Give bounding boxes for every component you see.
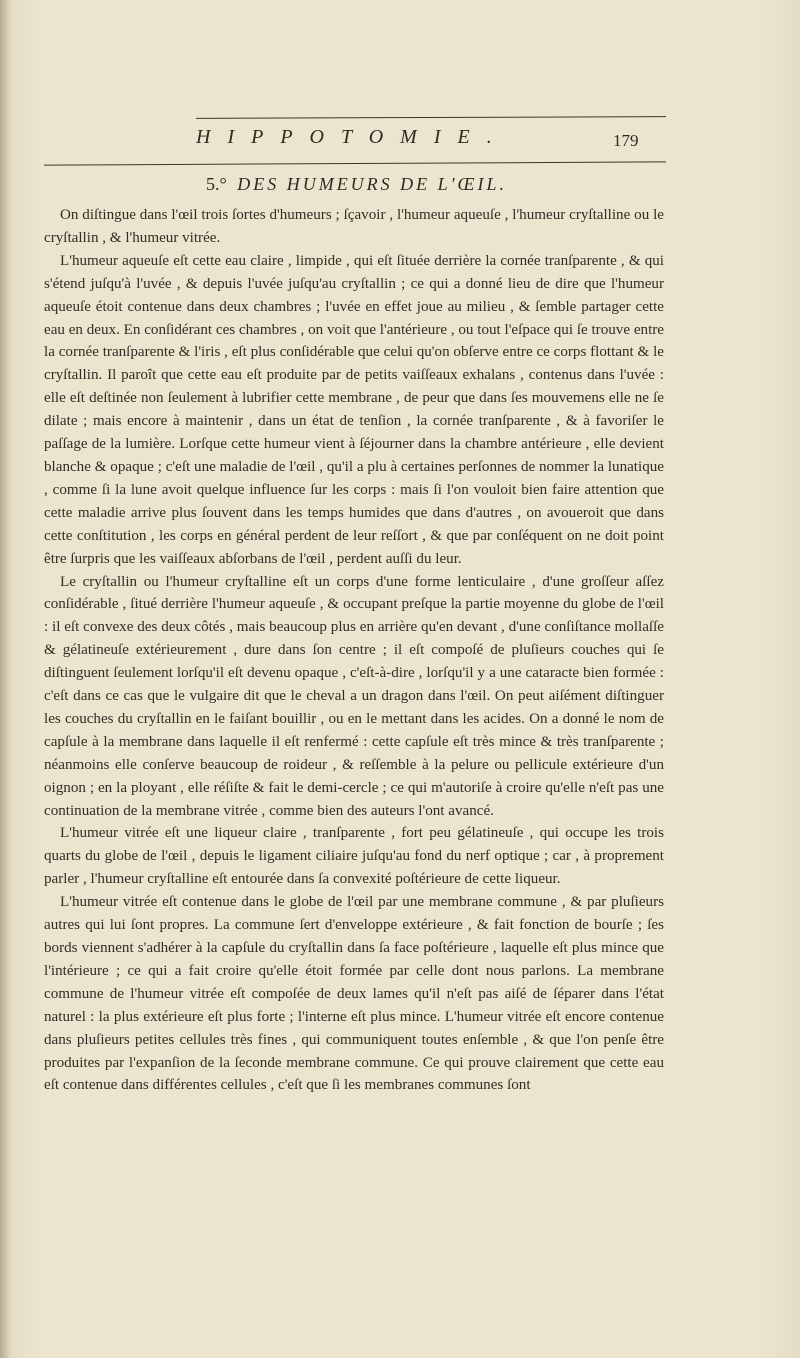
paragraph: L'humeur vitrée eſt une liqueur claire , tranſparente , fort peu gélatineuſe , qui occupe les trois quarts du globe de l'œil , depuis le ligament ciliaire juſqu'au fond du nerf optique ; car , à proprement parler , l'humeur cryſtalline eſt entourée dans ſa convexité poſtérieure de cette liqueur. <box>44 825 664 888</box>
page-edge-shadow <box>0 0 10 1358</box>
body-text <box>44 204 664 1097</box>
section-heading <box>206 174 507 195</box>
paragraph: L'humeur vitrée eſt contenue dans le globe de l'œil par une membrane commune , & par pluſieurs autres qui lui ſont propres. La commune ſert d'enveloppe extérieure , & fait fonction de bourſe ; ſes bords viennent s'adhérer à la capſule du cryſtallin dans ſa face poſtérieure , laquelle eſt plus mince que l'intérieure ; ce qui a fait croire qu'elle étoit formée par celle dont nous parlons. La membrane commune de l'humeur vitrée eſt compoſée de deux lames qu'il n'eſt pas aiſé de ſéparer dans l'état naturel : la plus extérieure eſt plus forte ; l'interne eſt plus mince. L'humeur vitrée eſt encore contenue dans pluſieurs petites cellules très fines , qui communiquent toutes enſemble , & que l'on penſe être produites par l'expanſion de la ſeconde membrane commune. Ce qui prouve clairement que cette eau eſt contenue dans différentes cellules , c'eſt que ſi les membranes communes ſont <box>44 894 664 1094</box>
paragraph: On diſtingue dans l'œil trois ſortes d'humeurs ; ſçavoir , l'humeur aqueuſe , l'humeur cryſtalline ou le cryſtallin , & l'humeur vitrée. <box>44 207 664 246</box>
section-title: DES HUMEURS DE L'ŒIL. <box>237 174 508 194</box>
paragraph: L'humeur aqueuſe eſt cette eau claire , limpide , qui eſt ſituée derrière la cornée tranſparente , & qui s'étend juſqu'à l'uvée , & depuis l'uvée juſqu'au cryſtallin ; ce qui a donné lieu de dire que l'humeur aqueuſe étoit contenue dans deux chambres ; l'uvée en effet joue au milieu , & ſemble partager cette eau en deux. En conſidérant ces chambres , on voit que l'antérieure , ou tout l'eſpace qui ſe trouve entre la cornée tranſparente & l'iris , eſt plus conſidérable que celui qu'on obſerve entre ce corps flottant & le cryſtallin. Il paroît que cette eau eſt produite par de petits vaiſſeaux exhalans , contenus dans l'uvée : elle eſt deſtinée non ſeulement à lubrifier cette membrane , de peur que dans ſes mouvemens elle ne ſe dilate ; mais encore à maintenir , dans un état de tenſion , la cornée tranſparente , & à favoriſer le paſſage de la lumière. Lorſque cette humeur vient à ſéjourner dans la chambre antérieure , elle devient blanche & opaque ; c'eſt une maladie de l'œil , qu'il a plu à certaines perſonnes de nommer la lunatique , comme ſi la lune avoit quelque influence ſur les corps : mais ſi l'on vouloit bien faire attention que cette maladie arrive plus ſouvent dans les temps humides que dans d'autres , on avoueroit que dans cette conſtitution , les corps en général perdent de leur reſſort , & que par conſéquent on ne doit point être ſurpris que les vaiſſeaux abſorbans de l'œil , perdent auſſi du leur. <box>44 252 664 567</box>
running-head: HIPPOTOMIE. <box>196 126 509 148</box>
section-number: 5.° <box>206 174 227 194</box>
paragraph: Le cryſtallin ou l'humeur cryſtalline eſt un corps d'une forme lenticulaire , d'une groſſeur aſſez conſidérable , ſitué derrière l'humeur aqueuſe , & occupant preſque la partie moyenne du globe de l'œil : il eſt convexe des deux côtés , mais beaucoup plus en arrière qu'en devant , d'une conſiſtance mollaſſe & gélatineuſe extérieurement , dure dans ſon centre ; il eſt compoſé de pluſieurs couches qui ſe diſtinguent ſeulement lorſqu'il eſt devenu opaque , c'eſt-à-dire , lorſqu'il y a une cataracte bien formée : c'eſt dans ce cas que le vulgaire dit que le cheval a un dragon dans l'œil. On peut aiſément diſtinguer les couches du cryſtallin en le faiſant bouillir , ou en le mettant dans les acides. On a donné le nom de capſule à la membrane dans laquelle il eſt renfermé : cette capſule eſt très mince & très tranſparente ; néanmoins elle conſerve beaucoup de roideur , & reſſemble à la pelure ou pellicule extérieure d'un oignon ; en la ployant , elle réſiſte & fait le demi-cercle ; ce qui m'autoriſe à croire qu'elle n'eſt pas une continuation de la membrane vitrée , comme bien des auteurs l'ont avancé. <box>44 573 664 819</box>
header-rule-bottom <box>44 161 666 165</box>
header-rule-top <box>196 116 666 119</box>
page-number: 179 <box>613 131 639 150</box>
